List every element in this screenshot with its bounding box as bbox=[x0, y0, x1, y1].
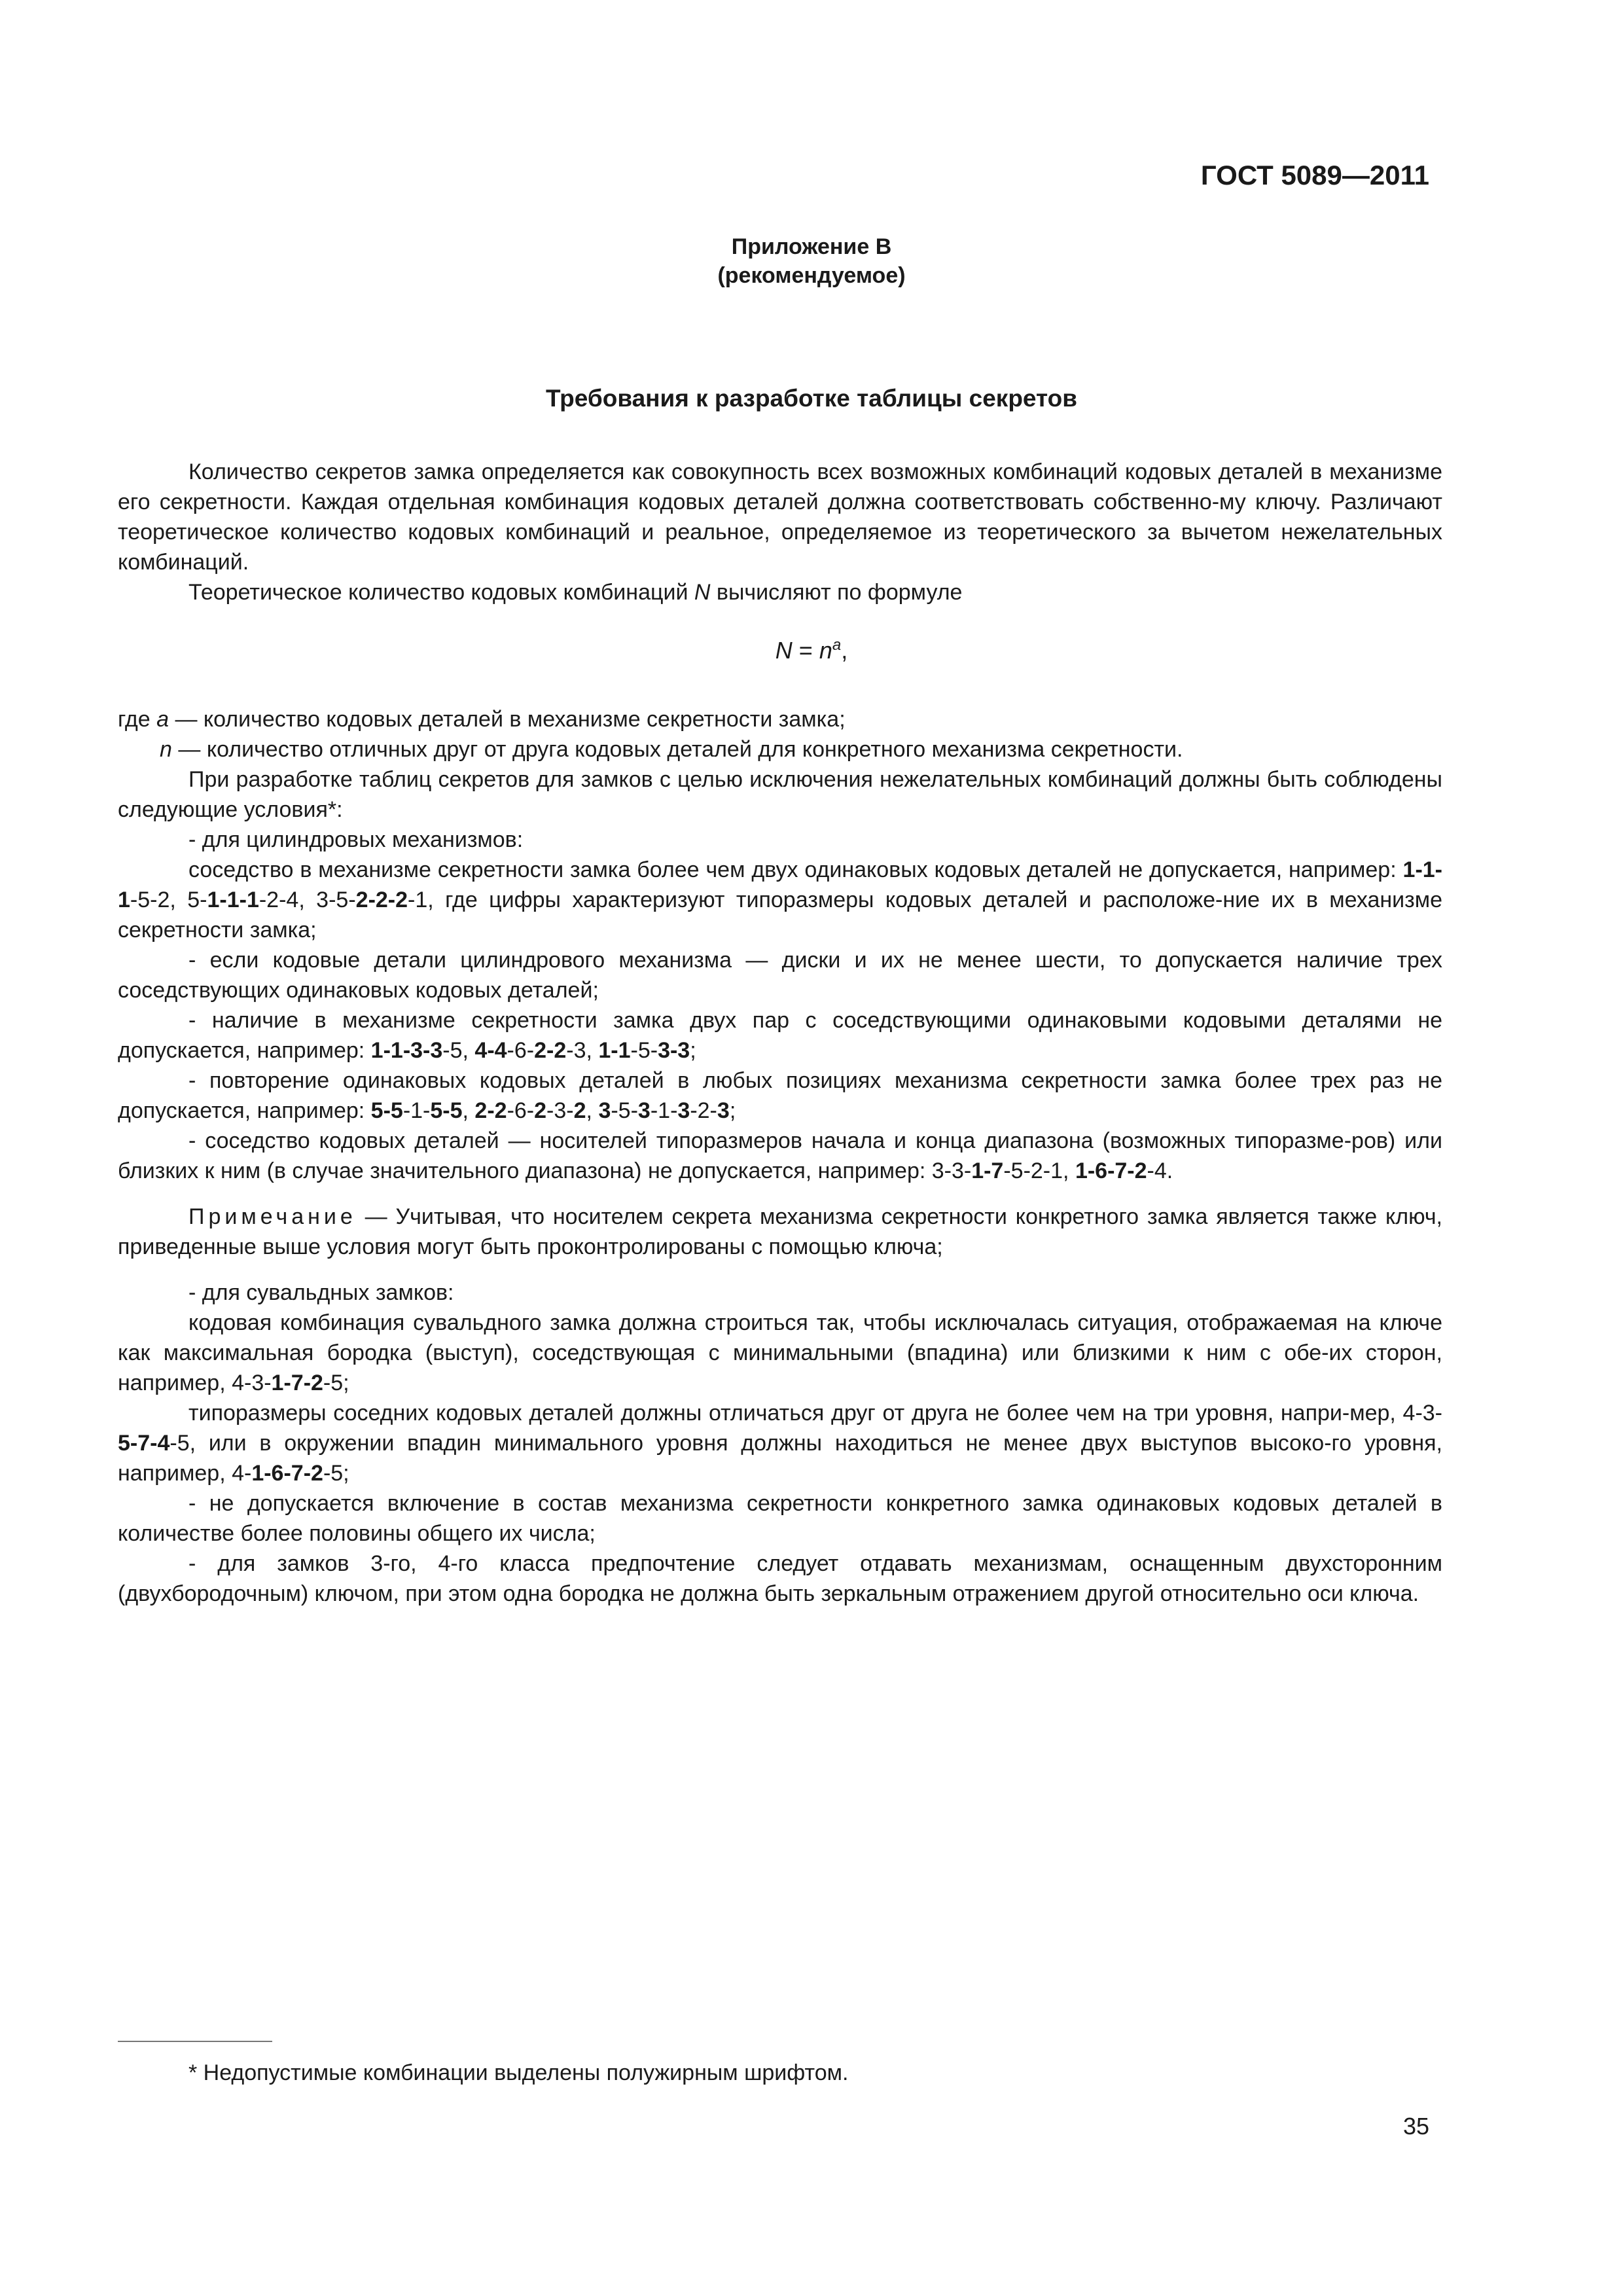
suv-condition-3: - не допускается включение в состав механизма секретности конкретного замка одинаковых кодовых деталей в количестве более половины общего их числа; bbox=[118, 1491, 1442, 1546]
note: Примечание — Учитывая, что носителем секрета механизма секретности конкретного замка является также ключ, приведенные выше условия могут быть проконтролированы с помощью ключа; bbox=[118, 1204, 1442, 1259]
footnote: * Недопустимые комбинации выделены полужирным шрифтом. bbox=[188, 2060, 849, 2085]
cyl-condition-1: соседство в механизме секретности замка более чем двух одинаковых кодовых деталей не допускается, например: 1-1-1-5-2, 5-1-1-1-2-4, 3-5-2-2-2-1, где цифры характеризуют типоразмеры кодовых деталей и расположе-ние их в механизме секретности замка; bbox=[118, 857, 1443, 942]
where-a: где a — количество кодовых деталей в механизме секретности замка; bbox=[118, 707, 846, 732]
cyl-condition-2: - если кодовые детали цилиндрового механизма — диски и их не менее шести, то допускается наличие трех соседствующих одинаковых кодовых деталей; bbox=[118, 948, 1442, 1003]
formula: $N = n^a$, bbox=[775, 636, 848, 664]
suv-condition-4: - для замков 3-го, 4-го класса предпочтение следует отдавать механизмам, оснащенным двухсторонним (двухбородочным) ключом, при этом одна бородка не должна быть зеркальным отражением другой относительно оси ключа. bbox=[118, 1551, 1442, 1606]
formula-intro: Теоретическое количество кодовых комбинаций N вычисляют по формуле bbox=[188, 580, 963, 605]
suv-condition-2: типоразмеры соседних кодовых деталей должны отличаться друг от друга не более чем на три уровня, напри-мер, 4-3-5-7-4-5, или в окружении впадин минимального уровня должны находиться не менее двух выступов высоко-го уровня, например, 4-1-6-7-2-5; bbox=[118, 1401, 1442, 1486]
cyl-condition-5: - соседство кодовых деталей — носителей типоразмеров начала и конца диапазона (возможных типоразме-ров) или близких к ним (в случае значительного диапазона) не допускается, например: 3-3-1-7-5-2-1, 1-6-7-2-4. bbox=[118, 1128, 1442, 1183]
footnote-rule bbox=[118, 2041, 272, 2042]
appendix-title: Приложение В bbox=[731, 234, 892, 259]
section-title: Требования к разработке таблицы секретов bbox=[545, 385, 1077, 412]
cyl-condition-3: - наличие в механизме секретности замка двух пар с соседствующими одинаковыми кодовыми деталями не допускается, например: 1-1-3-3-5, 4-4-6-2-2-3, 1-1-5-3-3; bbox=[118, 1008, 1442, 1063]
conditions-intro: При разработке таблиц секретов для замков с целью исключения нежелательных комбинаций должны быть соблюдены следующие условия*: bbox=[118, 767, 1442, 822]
note-label: Примечание bbox=[188, 1204, 357, 1229]
cyl-condition-4: - повторение одинаковых кодовых деталей в любых позициях механизма секретности замка более трех раз не допускается, например: 5-5-1-5-5, 2-2-6-2-3-2, 3-5-3-1-3-2-3; bbox=[118, 1068, 1442, 1123]
cyl-heading: - для цилиндровых механизмов: bbox=[188, 827, 524, 852]
intro-paragraph: Количество секретов замка определяется как совокупность всех возможных комбинаций кодовых деталей в механизме его секретности. Каждая отдельная комбинация кодовых деталей должна соответствовать собственно-му ключу. Различают теоретическое количество кодовых комбинаций и реальное, определяемое из теоретического за вычетом нежелательных комбинаций. bbox=[118, 459, 1442, 575]
appendix-status: (рекомендуемое) bbox=[717, 263, 906, 288]
page-number: 35 bbox=[1402, 2113, 1429, 2140]
suv-heading: - для сувальдных замков: bbox=[188, 1280, 454, 1305]
standard-code: ГОСТ 5089—2011 bbox=[1200, 160, 1429, 190]
suv-condition-1: кодовая комбинация сувальдного замка должна строиться так, чтобы исключалась ситуация, отображаемая на ключе как максимальная бородка (выступ), соседствующая с минимальными (впадина) или близкими к ним с обе-их сторон, например, 4-3-1-7-2-5; bbox=[118, 1310, 1442, 1395]
where-n: n — количество отличных друг от друга кодовых деталей для конкретного механизма секретности. bbox=[160, 737, 1183, 762]
